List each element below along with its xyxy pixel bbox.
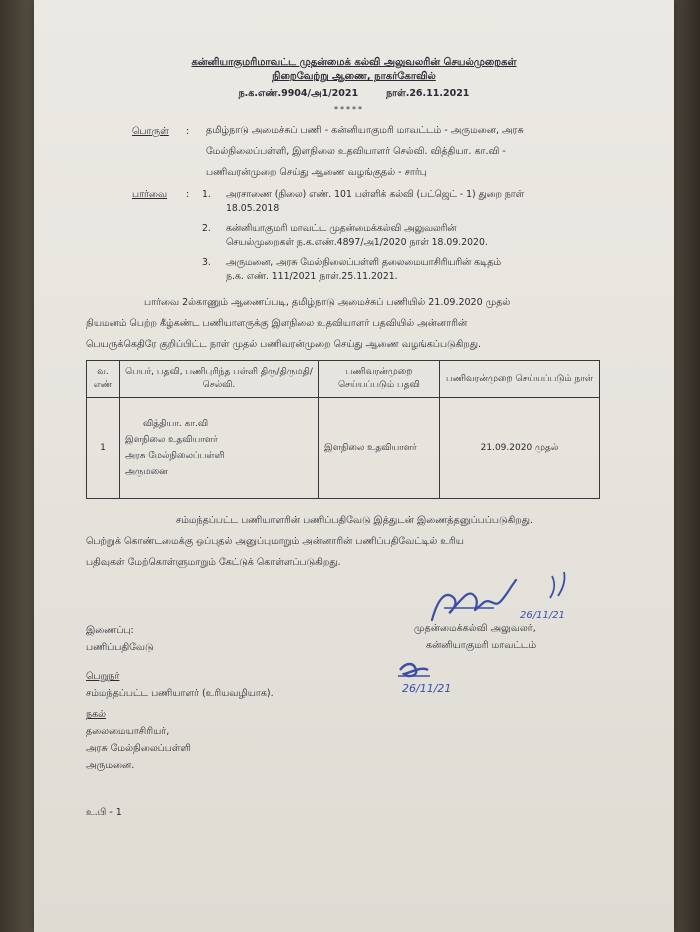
- copy-line: அருமனை.: [86, 760, 135, 771]
- cell-name: வித்தியா. கா.வி இளநிலை உதவியாளர் அரசு மேல்நிலைப்பள்ளி அருமனை: [120, 398, 319, 499]
- reference-item: 1. அரசாணை (நிலை) எண். 101 பள்ளிக் கல்வி (பட்ஜெட் - 1) துறை நாள் 18.05.2018: [202, 189, 524, 214]
- copy-label: நகல்: [86, 709, 107, 720]
- cell-date: 21.09.2020 முதல்: [440, 398, 600, 499]
- col-header-name: பெயர், பதவி, பணிபுரிந்த பள்ளி திரு/திருமதி/செல்வி.: [120, 361, 319, 398]
- closing-line: பெற்றுக் கொண்டமைக்கு ஒப்புதல் அனுப்புமாறும் அன்னாரின் பணிப்பதிவேட்டில் உரிய: [86, 536, 464, 547]
- closing-paragraph: [86, 510, 621, 573]
- header-office-title: கன்னியாகுமரிமாவட்ட முதன்மைக் கல்வி அலுவலரின் செயல்முறைகள்: [191, 57, 517, 68]
- closing-line: சம்மந்தப்பட்ட பணியாளரின் பணிப்பதிவேடு இத்துடன் இணைத்தனுப்பப்படுகிறது.: [176, 515, 533, 526]
- enclosure-item: பணிப்பதிவேடு: [86, 642, 154, 653]
- signatory-district: கன்னியாகுமரி மாவட்டம்: [426, 640, 537, 651]
- body-line: பார்வை 2ல்காணும் ஆணைப்படி, தமிழ்நாடு அமைச்சுப் பணியில் 21.09.2020 முதல்: [144, 297, 511, 308]
- col-header-date: பணிவரன்முறை செய்யப்படும் நாள்: [440, 361, 600, 398]
- table-header-row: [87, 361, 600, 398]
- subject-line: பணிவரன்முறை செய்து ஆணை வழங்குதல் - சார்பு: [206, 167, 427, 178]
- stamp-date: 26/11/21: [402, 682, 452, 695]
- copy-line: அரசு மேல்நிலைப்பள்ளி: [86, 743, 191, 754]
- cell-sno: 1: [87, 398, 120, 499]
- signature-date: 26/11/21: [520, 610, 565, 621]
- recipient-text: சம்மந்தப்பட்ட பணியாளர் (உரியவழியாக).: [86, 688, 274, 699]
- reference-date: நாள்.26.11.2021: [386, 88, 470, 99]
- footer-note: உ.பி - 1: [86, 807, 122, 818]
- regularisation-table: [86, 360, 600, 499]
- header-subtitle: நிறைவேற்று ஆணை, நாகர்கோவில்: [272, 71, 436, 82]
- header-reference: [34, 88, 674, 100]
- recipient-block: [86, 668, 274, 702]
- enclosure-label: இணைப்பு:: [86, 625, 134, 636]
- body-paragraph: [86, 292, 616, 355]
- subject-line: மேல்நிலைப்பள்ளி, இளநிலை உதவியாளர் செல்வி. வித்தியா. கா.வி -: [206, 146, 506, 157]
- signatory-block: [414, 620, 536, 654]
- document-page: [34, 0, 674, 932]
- reference-item: 3. அருமனை, அரசு மேல்நிலைப்பள்ளி தலைமையாசிரியரின் கடிதம் ந.க. எண். 111/2021 நாள்.25.11.2021.: [202, 257, 501, 282]
- subject-text: [206, 120, 646, 183]
- subject-label: பொருள்: [132, 126, 169, 137]
- references-list: [202, 188, 622, 290]
- subject-colon: :: [186, 126, 190, 137]
- col-header-post: பணிவரன்முறை செய்யப்படும் பதவி: [319, 361, 440, 398]
- recipient-label: பெறுநர்: [86, 671, 120, 682]
- copy-block: [86, 706, 191, 774]
- initials-stamp: [394, 656, 474, 698]
- subject-line: தமிழ்நாடு அமைச்சுப் பணி - கன்னியாகுமரி மாவட்டம் - அருமனை, அரசு: [206, 125, 524, 136]
- copy-line: தலைமையாசிரியர்,: [86, 726, 170, 737]
- signatory-designation: முதன்மைக்கல்வி அலுவலர்,: [414, 623, 536, 634]
- references-colon: :: [186, 189, 190, 200]
- enclosure-block: [86, 622, 153, 656]
- reference-item: 2. கன்னியாகுமரி மாவட்ட முதன்மைக்கல்வி அலுவலரின் செயல்முறைகள் ந.க.எண்.4897/அ1/2020 நாள் 18.09.2020.: [202, 223, 488, 248]
- body-line: பெயருக்கெதிரே குறிப்பிட்ட நாள் முதல் பணிவரன்முறை செய்து ஆணை வழங்கப்படுகிறது.: [86, 339, 482, 350]
- col-header-sno: வ. எண்: [87, 361, 120, 398]
- references-label: பார்வை: [132, 189, 168, 200]
- cell-post: இளநிலை உதவியாளர்: [319, 398, 440, 499]
- closing-line: பதிவுகள் மேற்கொள்ளுமாறும் கேட்டுக் கொள்ளப்படுகிறது.: [86, 557, 341, 568]
- body-line: நியமனம் பெற்ற கீழ்கண்ட பணியாளருக்கு இளநிலை உதவியாளர் பதவியில் அன்னாரின்: [86, 318, 468, 329]
- header-separator: *****: [334, 105, 364, 114]
- reference-number: ந.க.எண்.9904/அ1/2021: [238, 88, 359, 99]
- table-row: [87, 398, 600, 499]
